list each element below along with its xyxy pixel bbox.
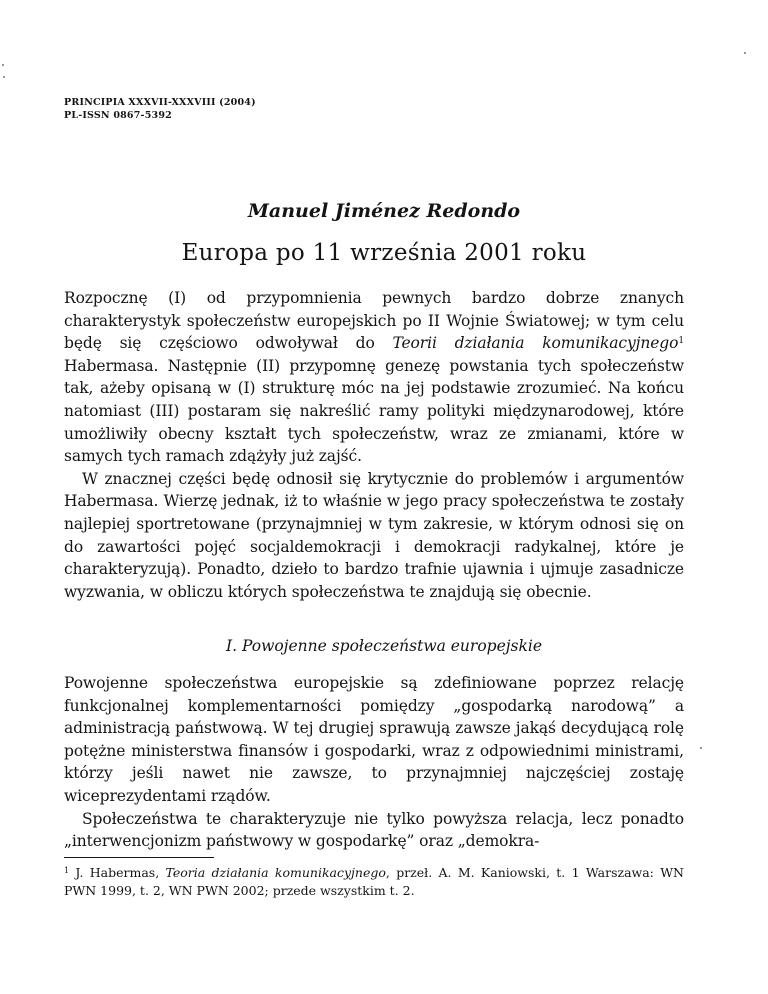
footnote-text-continued: , przeł. A. M. Kaniowski, t. 1 Warszawa: WN PWN 1999, t. 2, WN PWN 2002; przede wszystkim t. 2. [64, 865, 684, 898]
intro-paragraph-2: W znacznej części będę odnosił się krytycznie do problemów i argumentów Habermasa. Wierzę jednak, iż to właśnie w jego pracy społeczeństwa te zostały najlepiej sportretowane (przynajmniej w tym zakresie, w którym odnosi się on do zawartości pojęć socjaldemokracji i demokracji radykalnej, które je charakteryzują). Ponadto, dzieło to bardzo trafnie ujawnia i ujmuje zasadnicze wyzwania, w obliczu których społeczeństwa te znajdują się obecnie. [64, 469, 684, 601]
footnote-divider [64, 857, 214, 858]
intro-paragraph-1 [64, 287, 684, 468]
journal-header [64, 96, 256, 122]
intro-p1-text: Rozpocznę (I) od przypomnienia pewnych bardzo dobrze znanych charakterystyk społeczeństw europejskich po II Wojnie Światowej; w tym celu będę się częściowo odwoływał do [64, 289, 684, 353]
journal-volume-line: PRINCIPIA XXXVII-XXXVIII (2004) [64, 97, 256, 108]
footnote-marker: 1 [64, 866, 70, 875]
intro-section [64, 287, 684, 603]
article-title: Europa po 11 września 2001 roku [181, 240, 587, 266]
section-heading: I. Powojenne społeczeństwa europejskie [225, 637, 543, 655]
scan-speck [744, 52, 746, 54]
footnote-reference: 1 [678, 336, 684, 347]
scan-speck [700, 747, 702, 749]
scan-speck [2, 64, 4, 66]
intro-p1-italic-title: Teorii działania komunikacyjnego [392, 334, 679, 353]
scan-speck [3, 76, 5, 78]
intro-p1-text-continued: Habermasa. Następnie (II) przypomnę genezę powstania tych społeczeństw tak, ażeby opisaną w (I) strukturę móc na jej podstawie zrozumieć. Na końcu natomiast (III) postaram się nakreślić ramy polityki międzynarodowej, które umożliwiły obecny kształt tych społeczeństw, wraz ze zmianami, które w samych tych ramach zdążyły już zajść. [64, 356, 684, 466]
journal-issn-line: PL-ISSN 0867-5392 [64, 110, 172, 121]
article-author: Manuel Jiménez Redondo [247, 200, 521, 222]
footnote-italic-title: Teoria działania komunikacyjnego [165, 865, 386, 880]
section-1-paragraph-1: Powojenne społeczeństwa europejskie są zdefiniowane poprzez relację funkcjonalnej komplementarności pomiędzy „gospodarką narodową” a administracją państwową. W tej drugiej sprawują zawsze jakąś decydującą rolę potężne ministerstwa finansów i gospodarki, wraz z odpowiednimi ministrami, którzy jeśli nawet nie zawsze, to przynajmniej najczęściej zostaję wiceprezydentami rządów. [64, 674, 684, 805]
section-1-body [64, 672, 684, 853]
section-1-paragraph-2: Społeczeństwa te charakteryzuje nie tylko powyższa relacja, lecz ponadto „interwencjonizm państwowy w gospodarkę” oraz „demokra- [64, 809, 684, 851]
footnote-text: J. Habermas, [69, 865, 166, 880]
footnote [64, 864, 684, 900]
